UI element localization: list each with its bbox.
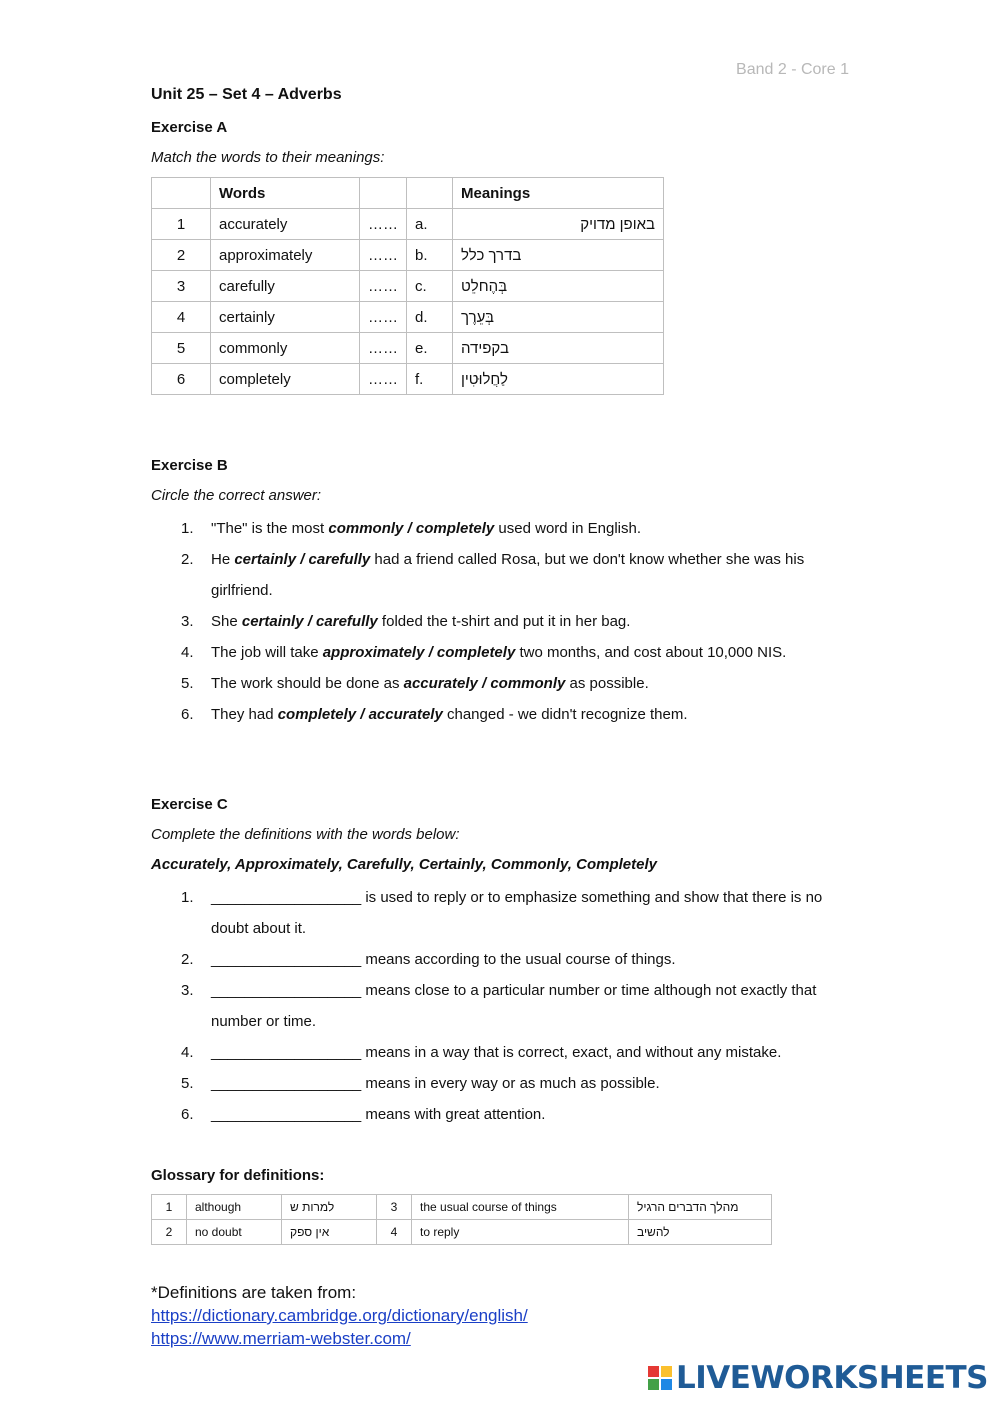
exercise-c-instruction: Complete the definitions with the words below: xyxy=(151,826,460,843)
answer-blank[interactable]: …… xyxy=(360,271,407,302)
row-word: commonly xyxy=(211,333,360,364)
merriam-webster-link[interactable]: https://www.merriam-webster.com/ xyxy=(151,1329,411,1348)
answer-choice[interactable]: approximately / completely xyxy=(322,644,516,661)
cambridge-link[interactable]: https://dictionary.cambridge.org/dictionary/english/ xyxy=(151,1306,528,1325)
answer-blank[interactable]: …… xyxy=(360,302,407,333)
row-letter: b. xyxy=(407,240,453,271)
word-bank: Accurately, Approximately, Carefully, Certainly, Commonly, Completely xyxy=(151,856,657,873)
answer-blank[interactable]: …… xyxy=(360,364,407,395)
table-header-row xyxy=(152,178,664,209)
fill-blank[interactable]: __________________ xyxy=(211,951,362,968)
answer-choice[interactable]: certainly / carefully xyxy=(241,613,378,630)
glossary-title: Glossary for definitions: xyxy=(151,1167,325,1184)
worksheet xyxy=(151,83,851,1350)
page-title: Unit 25 – Set 4 – Adverbs xyxy=(151,86,342,103)
row-word: completely xyxy=(211,364,360,395)
row-number: 5 xyxy=(152,333,211,364)
list-item: 3. __________________ means close to a particular number or time although not exactly that number or time. xyxy=(181,982,817,1030)
exercise-a-instruction: Match the words to their meanings: xyxy=(151,149,385,166)
sources xyxy=(151,1281,851,1350)
table-row xyxy=(152,271,664,302)
answer-choice[interactable]: certainly / carefully xyxy=(234,551,371,568)
fill-blank[interactable]: __________________ xyxy=(211,1044,362,1061)
row-number: 2 xyxy=(152,240,211,271)
glossary-number: 4 xyxy=(377,1220,412,1245)
row-word: certainly xyxy=(211,302,360,333)
header-cell-meanings: Meanings xyxy=(453,178,664,209)
fill-blank[interactable]: __________________ xyxy=(211,982,362,999)
exercise-c-title: Exercise C xyxy=(151,796,228,813)
band-label: Band 2 - Core 1 xyxy=(736,61,849,78)
header-cell-num xyxy=(152,178,211,209)
row-meaning: באופן מדויק xyxy=(453,209,664,240)
glossary-word: to reply xyxy=(412,1220,629,1245)
row-letter: f. xyxy=(407,364,453,395)
list-item: 5. The work should be done as accurately / commonly as possible. xyxy=(181,675,649,692)
glossary-word: no doubt xyxy=(187,1220,282,1245)
list-item: 4. The job will take approximately / completely two months, and cost about 10,000 NIS. xyxy=(181,644,787,661)
answer-choice[interactable]: commonly / completely xyxy=(328,520,495,537)
list-item: 4. __________________ means in a way that is correct, exact, and without any mistake. xyxy=(181,1044,782,1061)
row-number: 4 xyxy=(152,302,211,333)
fill-blank[interactable]: __________________ xyxy=(211,889,362,906)
glossary-number: 1 xyxy=(152,1195,187,1220)
table-row xyxy=(152,1220,772,1245)
fill-blank[interactable]: __________________ xyxy=(211,1075,362,1092)
header-cell-words: Words xyxy=(211,178,360,209)
glossary-table xyxy=(151,1194,772,1245)
exercise-b-title: Exercise B xyxy=(151,457,228,474)
matching-table xyxy=(151,177,664,395)
row-letter: e. xyxy=(407,333,453,364)
table-row xyxy=(152,240,664,271)
row-word: approximately xyxy=(211,240,360,271)
exercise-b-list xyxy=(151,513,851,730)
table-row xyxy=(152,302,664,333)
row-letter: d. xyxy=(407,302,453,333)
table-row xyxy=(152,364,664,395)
glossary-translation: אין ספק xyxy=(282,1220,377,1245)
list-item: 6. They had completely / accurately changed - we didn't recognize them. xyxy=(181,706,688,723)
row-meaning: בקפידה xyxy=(453,333,664,364)
row-letter: a. xyxy=(407,209,453,240)
list-item: 1. __________________ is used to reply or to emphasize something and show that there is no doubt about it. xyxy=(181,889,823,937)
row-number: 6 xyxy=(152,364,211,395)
table-row xyxy=(152,1195,772,1220)
answer-blank[interactable]: …… xyxy=(360,333,407,364)
glossary-number: 2 xyxy=(152,1220,187,1245)
list-item: 2. He certainly / carefully had a friend called Rosa, but we don't know whether she was his girlfriend. xyxy=(181,551,805,599)
list-item: 3. She certainly / carefully folded the t-shirt and put it in her bag. xyxy=(181,613,631,630)
answer-blank[interactable]: …… xyxy=(360,209,407,240)
liveworksheets-logo xyxy=(648,1360,988,1396)
answer-blank[interactable]: …… xyxy=(360,240,407,271)
row-meaning: לַחֲלוּטִין xyxy=(453,364,664,395)
glossary-translation: למרות ש xyxy=(282,1195,377,1220)
glossary-translation: מהלך הדברים הרגיל xyxy=(629,1195,772,1220)
row-meaning: בְּהֶחלֵט xyxy=(453,271,664,302)
row-number: 3 xyxy=(152,271,211,302)
exercise-b-instruction: Circle the correct answer: xyxy=(151,487,322,504)
exercise-c-list xyxy=(151,882,851,1130)
brand-name: LIVEWORKSHEETS xyxy=(676,1360,988,1396)
glossary-translation: להשיב xyxy=(629,1220,772,1245)
sources-label: *Definitions are taken from: xyxy=(151,1283,357,1302)
header-cell-letter xyxy=(407,178,453,209)
header-cell-blank xyxy=(360,178,407,209)
row-word: carefully xyxy=(211,271,360,302)
list-item: 1. "The" is the most commonly / completely used word in English. xyxy=(181,520,641,537)
glossary-number: 3 xyxy=(377,1195,412,1220)
glossary-word: the usual course of things xyxy=(412,1195,629,1220)
list-item: 6. __________________ means with great attention. xyxy=(181,1106,546,1123)
row-word: accurately xyxy=(211,209,360,240)
row-letter: c. xyxy=(407,271,453,302)
row-meaning: בדרך כלל xyxy=(453,240,664,271)
row-meaning: בְּעֵרֶך xyxy=(453,302,664,333)
table-row xyxy=(152,209,664,240)
table-row xyxy=(152,333,664,364)
answer-choice[interactable]: accurately / commonly xyxy=(403,675,566,692)
row-number: 1 xyxy=(152,209,211,240)
answer-choice[interactable]: completely / accurately xyxy=(277,706,443,723)
glossary-word: although xyxy=(187,1195,282,1220)
logo-squares-icon xyxy=(648,1366,672,1390)
fill-blank[interactable]: __________________ xyxy=(211,1106,362,1123)
exercise-a-title: Exercise A xyxy=(151,119,228,136)
list-item: 5. __________________ means in every way or as much as possible. xyxy=(181,1075,660,1092)
list-item: 2. __________________ means according to the usual course of things. xyxy=(181,951,676,968)
